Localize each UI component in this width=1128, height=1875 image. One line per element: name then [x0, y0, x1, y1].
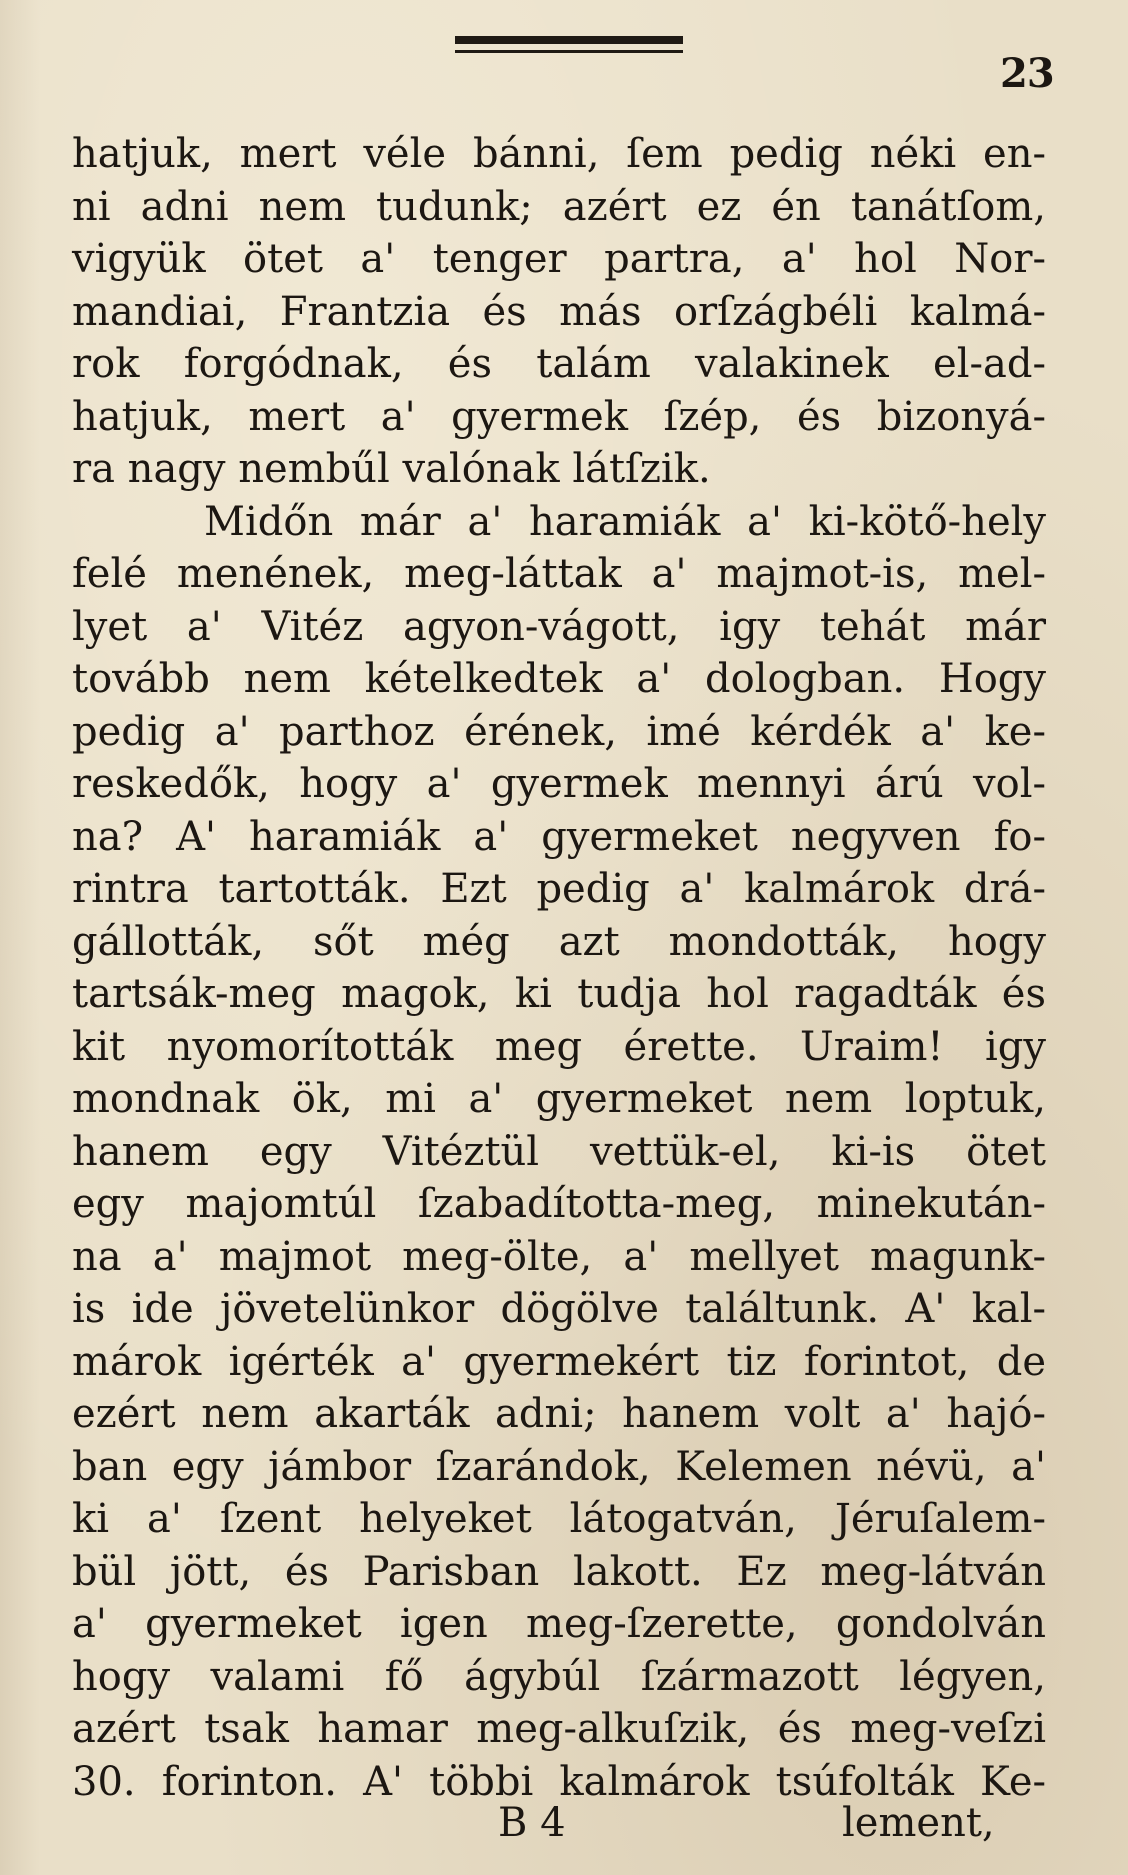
text-line: kit nyomorították meg érette. Uraim! igy [72, 1023, 1046, 1070]
text-line: tartsák-meg magok, ki tudja hol ragadták és [72, 971, 1046, 1017]
catchword: lement, [842, 1800, 995, 1846]
text-line: gállották, sőt még azt mondották, hogy [72, 918, 1046, 965]
text-line: 30. forinton. A' többi kalmárok tsúfolták Ke- [72, 1758, 1046, 1805]
text-line: ezért nem akarták adni; hanem volt a' hajó- [72, 1391, 1046, 1437]
text-line: márok igérték a' gyermekért tiz forintot, de [72, 1338, 1046, 1385]
text-line: na a' majmot meg-ölte, a' mellyet magunk- [72, 1233, 1046, 1280]
text-line: mondnak ök, mi a' gyermeket nem loptuk, [72, 1076, 1046, 1122]
text-line: lyet a' Vitéz agyon-vágott, igy tehát már [72, 603, 1046, 650]
text-line: tovább nem kételkedtek a' dologban. Hogy [72, 656, 1046, 702]
text-line: rintra tartották. Ezt pedig a' kalmárok drá- [72, 866, 1046, 912]
signature-mark: B 4 [498, 1800, 566, 1846]
text-line: hogy valami fő ágybúl ſzármazott légyen, [72, 1653, 1046, 1700]
text-line: a' gyermeket igen meg-ſzerette, gondolván [72, 1601, 1046, 1647]
text-line: ki a' ſzent helyeket látogatván, Jéruſalem- [72, 1496, 1046, 1542]
text-line: Midőn már a' haramiák a' ki-kötő-hely [204, 498, 1046, 545]
text-line: vigyük ötet a' tenger partra, a' hol Nor- [72, 236, 1046, 282]
page-footer [0, 1800, 1128, 1856]
body-text [72, 128, 1046, 1808]
text-line: felé menének, meg-láttak a' majmot-is, mel- [72, 551, 1046, 597]
text-line: ban egy jámbor ſzarándok, Kelemen névü, a' [72, 1443, 1046, 1490]
header-rule [455, 36, 683, 44]
text-line: bül jött, és Parisban lakott. Ez meg-látván [72, 1548, 1046, 1595]
text-line: hatjuk, mert a' gyermek ſzép, és bizonyá- [72, 393, 1046, 440]
text-line: is ide jövetelünkor dögölve találtunk. A' kal- [72, 1286, 1046, 1332]
text-line: egy majomtúl ſzabadította-meg, minekután- [72, 1181, 1046, 1227]
page-number: 23 [1000, 50, 1054, 97]
text-line: na? A' haramiák a' gyermeket negyven fo- [72, 813, 1046, 860]
text-line: reskedők, hogy a' gyermek mennyi árú vol- [72, 761, 1046, 807]
text-line: ra nagy nembűl valónak látſzik. [72, 446, 711, 492]
text-line: mandiai, Frantzia és más orſzágbéli kalmá- [72, 288, 1046, 335]
text-line: ni adni nem tudunk; azért ez én tanátſom, [72, 183, 1046, 230]
text-line: hanem egy Vitéztül vettük-el, ki-is ötet [72, 1128, 1046, 1175]
text-line: azért tsak hamar meg-alkuſzik, és meg-veſzi [72, 1706, 1046, 1752]
text-line: rok forgódnak, és talám valakinek el-ad- [72, 341, 1046, 387]
text-line: hatjuk, mert véle bánni, ſem pedig néki en- [72, 131, 1046, 177]
text-line: pedig a' parthoz érének, imé kérdék a' ke- [72, 708, 1046, 755]
